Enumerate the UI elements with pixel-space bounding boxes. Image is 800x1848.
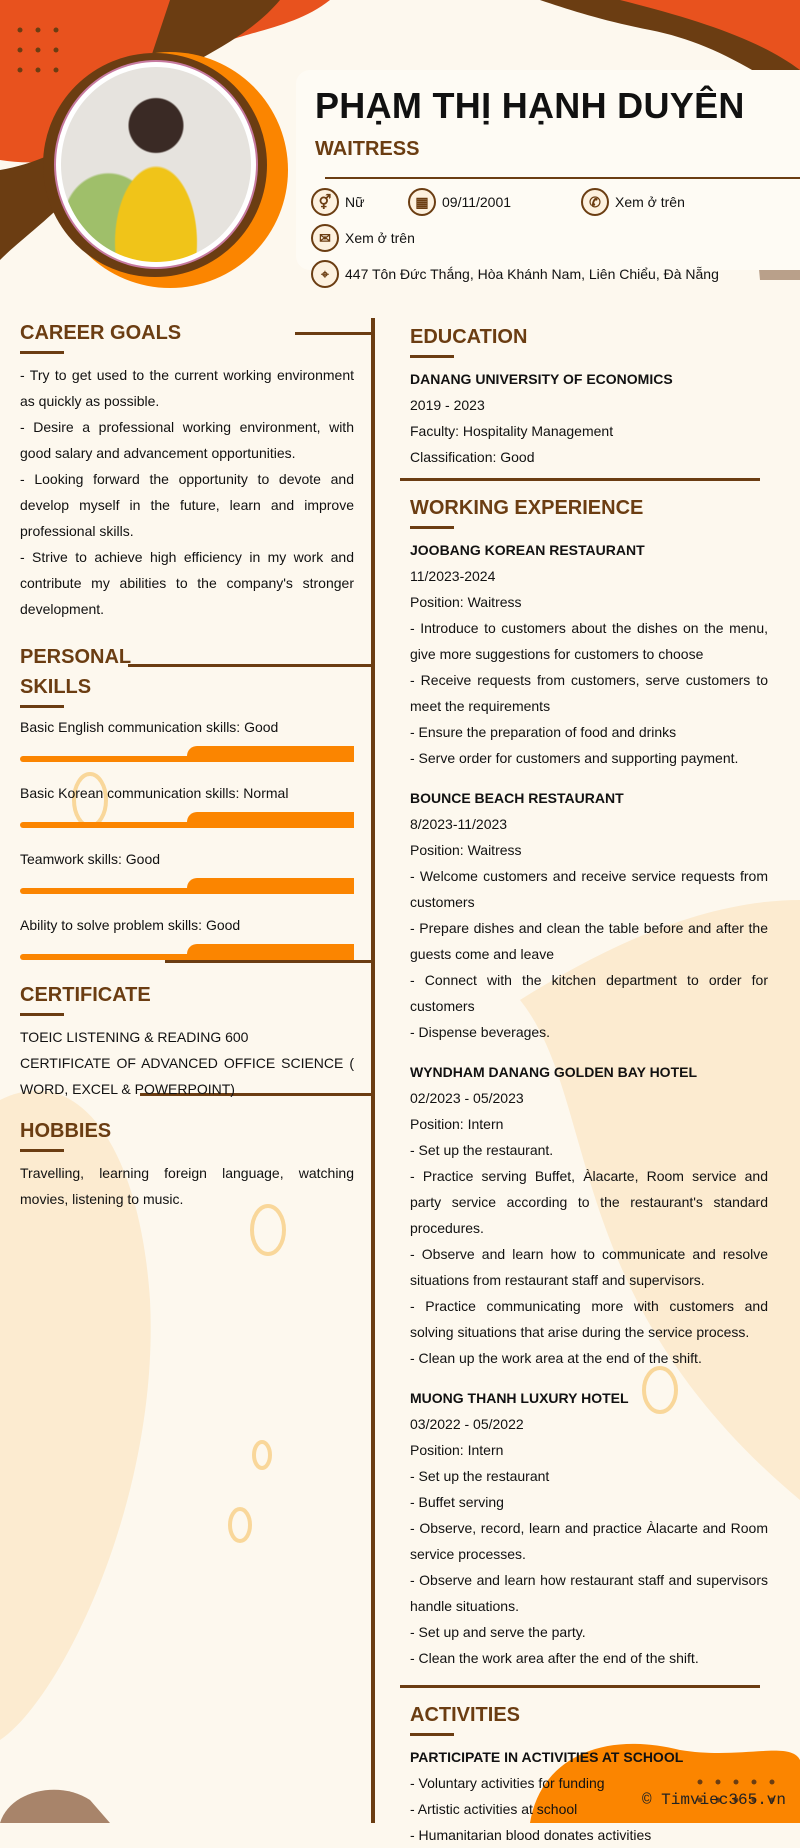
skill-bar xyxy=(20,746,354,762)
company-name: WYNDHAM DANANG GOLDEN BAY HOTEL xyxy=(410,1064,698,1080)
job-task: - Observe and learn how restaurant staff and supervisors handle situations. xyxy=(410,1572,768,1614)
job-period: 8/2023-11/2023 xyxy=(410,816,508,832)
job-task: - Practice serving Buffet, Àlacarte, Room service and party service according to the restaurant's standard procedures. xyxy=(410,1168,768,1236)
job-entry xyxy=(410,537,768,771)
address-value: 447 Tôn Đức Thắng, Hòa Khánh Nam, Liên Chiểu, Đà Nẵng xyxy=(345,266,719,282)
job-task: - Connect with the kitchen department to order for customers xyxy=(410,972,768,1014)
skill-label: Basic English communication skills: Good xyxy=(20,719,279,735)
activities-heading: PARTICIPATE IN ACTIVITIES AT SCHOOL xyxy=(410,1749,684,1765)
email-value: Xem ở trên xyxy=(345,230,415,246)
job-period: 03/2022 - 05/2022 xyxy=(410,1416,524,1432)
experience-section xyxy=(410,493,768,1671)
title-underline xyxy=(410,1733,454,1736)
job-position: Position: Intern xyxy=(410,1442,504,1458)
contact-gender xyxy=(311,188,364,216)
job-entry xyxy=(410,1385,768,1671)
skill-bar xyxy=(20,944,354,960)
phone-value: Xem ở trên xyxy=(615,194,685,210)
job-task: - Dispense beverages. xyxy=(410,1024,551,1040)
certificate-item: TOEIC LISTENING & READING 600 xyxy=(20,1029,249,1045)
job-period: 11/2023-2024 xyxy=(410,568,496,584)
job-task: - Prepare dishes and clean the table before and after the guests come and leave xyxy=(410,920,768,962)
skill-bar-fill xyxy=(187,812,354,828)
skill-label: Teamwork skills: Good xyxy=(20,851,161,867)
phone-icon: ✆ xyxy=(581,188,609,216)
goal-item: - Strive to achieve high efficiency in my work and contribute my abilities to the company's stronger development. xyxy=(20,549,354,617)
job-task: - Practice communicating more with customers and solving situations that arise during the service process. xyxy=(410,1298,768,1340)
candidate-name: PHẠM THỊ HẠNH DUYÊN xyxy=(315,85,745,126)
job-task: - Receive requests from customers, serve customers to meet the requirements xyxy=(410,672,768,714)
skill-bar-fill xyxy=(187,746,354,762)
title-underline xyxy=(20,1013,64,1016)
job-task: - Welcome customers and receive service requests from customers xyxy=(410,868,768,910)
job-position: Position: Intern xyxy=(410,1116,504,1132)
section-title: EDUCATION xyxy=(410,326,528,348)
company-name: MUONG THANH LUXURY HOTEL xyxy=(410,1390,629,1406)
gender-value: Nữ xyxy=(345,194,365,210)
skill-label: Basic Korean communication skills: Normal xyxy=(20,785,289,801)
skill-bar xyxy=(20,812,354,828)
job-task: - Serve order for customers and supporting payment. xyxy=(410,750,739,766)
location-pin-icon: ⌖ xyxy=(311,260,339,288)
job-task: - Set up the restaurant. xyxy=(410,1142,554,1158)
title-underline xyxy=(20,351,64,354)
education-faculty: Faculty: Hospitality Management xyxy=(410,423,614,439)
birthday-value: 09/11/2001 xyxy=(442,194,512,210)
activities-section xyxy=(410,1700,768,1848)
section-title: SKILLS xyxy=(20,676,92,698)
job-task: - Clean up the work area at the end of the shift. xyxy=(410,1350,702,1366)
job-entry xyxy=(410,1059,768,1371)
title-underline xyxy=(410,526,454,529)
activity-item: - Humanitarian blood donates activities xyxy=(410,1827,652,1843)
activity-item: - Voluntary activities for funding xyxy=(410,1775,605,1791)
job-task: - Set up and serve the party. xyxy=(410,1624,586,1640)
contact-phone xyxy=(581,188,685,216)
goal-item: - Desire a professional working environment, with good salary and advancement opportunities. xyxy=(20,419,354,461)
skill-bar-fill xyxy=(187,944,354,960)
job-period: 02/2023 - 05/2023 xyxy=(410,1090,524,1106)
company-name: JOOBANG KOREAN RESTAURANT xyxy=(410,542,645,558)
job-task: - Buffet serving xyxy=(410,1494,504,1510)
title-underline xyxy=(20,1149,64,1152)
section-title: ACTIVITIES xyxy=(410,1704,521,1726)
education-years: 2019 - 2023 xyxy=(410,397,485,413)
calendar-icon: ▦ xyxy=(408,188,436,216)
section-title: CERTIFICATE xyxy=(20,984,151,1006)
contact-email xyxy=(311,224,415,252)
profile-photo xyxy=(56,62,256,267)
candidate-role: WAITRESS xyxy=(315,138,420,160)
contact-address xyxy=(311,260,719,288)
education-classification: Classification: Good xyxy=(410,449,535,465)
gender-icon: ⚥ xyxy=(311,188,339,216)
certificate-section xyxy=(20,980,354,1102)
section-title: HOBBIES xyxy=(20,1120,112,1142)
job-task: - Clean the work area after the end of the shift. xyxy=(410,1650,699,1666)
section-title: PERSONAL xyxy=(20,646,132,668)
left-column xyxy=(20,318,354,1226)
skill-label: Ability to solve problem skills: Good xyxy=(20,917,241,933)
education-section xyxy=(410,322,768,470)
job-task: - Observe, record, learn and practice Àlacarte and Room service processes. xyxy=(410,1520,768,1562)
career-goals-section xyxy=(20,318,354,622)
watermark: © Timviec365.vn xyxy=(641,1791,786,1809)
goal-item: - Try to get used to the current working environment as quickly as possible. xyxy=(20,367,354,409)
title-underline xyxy=(410,355,454,358)
goal-item: - Looking forward the opportunity to devote and develop myself in the future, learn and improve professional skills. xyxy=(20,471,354,539)
section-title: WORKING EXPERIENCE xyxy=(410,497,644,519)
job-task: - Observe and learn how to communicate and resolve situations from restaurant staff and supervisors. xyxy=(410,1246,768,1288)
hobbies-text: Travelling, learning foreign language, watching movies, listening to music. xyxy=(20,1165,354,1207)
title-underline xyxy=(20,705,64,708)
contact-divider xyxy=(325,177,800,179)
job-task: - Introduce to customers about the dishes on the menu, give more suggestions for customers to choose xyxy=(410,620,768,662)
certificate-item: CERTIFICATE OF ADVANCED OFFICE SCIENCE ( WORD, EXCEL & POWERPOINT) xyxy=(20,1055,354,1097)
job-entry xyxy=(410,785,768,1045)
job-task: - Ensure the preparation of food and drinks xyxy=(410,724,677,740)
column-divider xyxy=(371,318,375,1823)
job-position: Position: Waitress xyxy=(410,594,522,610)
job-position: Position: Waitress xyxy=(410,842,522,858)
activity-item: - Artistic activities at school xyxy=(410,1801,578,1817)
envelope-icon: ✉ xyxy=(311,224,339,252)
job-task: - Set up the restaurant xyxy=(410,1468,550,1484)
right-column xyxy=(410,322,768,1848)
section-divider xyxy=(400,1685,760,1688)
skill-bar xyxy=(20,878,354,894)
skill-bar-fill xyxy=(187,878,354,894)
company-name: BOUNCE BEACH RESTAURANT xyxy=(410,790,624,806)
contact-birthday xyxy=(408,188,511,216)
section-divider xyxy=(400,478,760,481)
section-title: CAREER GOALS xyxy=(20,322,182,344)
skills-section xyxy=(20,642,354,960)
school-name: DANANG UNIVERSITY OF ECONOMICS xyxy=(410,371,673,387)
hobbies-section xyxy=(20,1116,354,1212)
